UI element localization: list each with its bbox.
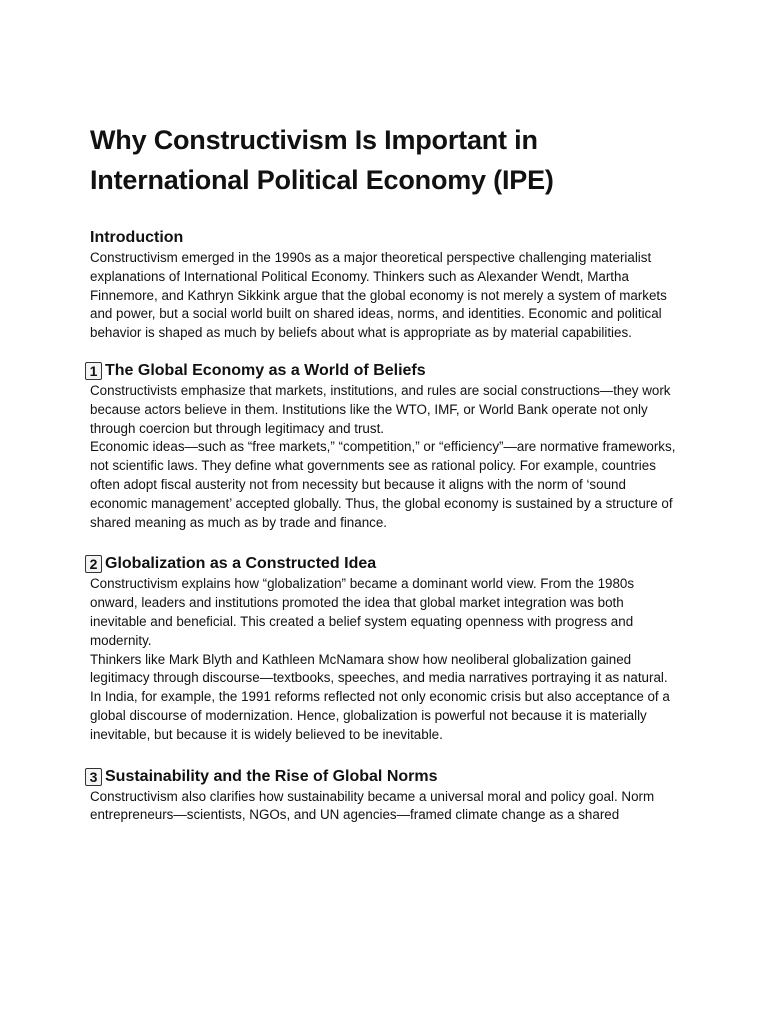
title-line-2: International Political Economy (IPE) xyxy=(90,165,554,195)
intro-heading: Introduction xyxy=(90,229,184,246)
document-title xyxy=(90,120,680,200)
section-1-paragraph-1: Constructivists emphasize that markets, institutions, and rules are social constructions—they work because actors believe in them. Institutions like the WTO, IMF, or World Bank operate not only through coercion but through legitimacy and trust. xyxy=(90,382,671,436)
document-page xyxy=(90,120,680,825)
title-line-1: Why Constructivism Is Important in xyxy=(90,125,538,155)
section-heading-2-text: Globalization as a Constructed Idea xyxy=(105,555,377,573)
section-2-paragraph-2: Thinkers like Mark Blyth and Kathleen McNamara show how neoliberal globalization gained legitimacy through discourse—textbooks, speeches, and media narratives portraying it as natural. In India, for example, the 1991 reforms reflected not only economic crisis but also acceptance of a global discourse of modernization. Hence, globalization is powerful not because it is materially inevitable, but because it is widely believed to be inevitable. xyxy=(90,651,670,742)
section-heading-1 xyxy=(85,360,680,382)
section-heading-3-text: Sustainability and the Rise of Global Norms xyxy=(105,767,438,785)
intro-paragraph: Constructivism emerged in the 1990s as a major theoretical perspective challenging materialist explanations of International Political Economy. Thinkers such as Alexander Wendt, Martha Finnemore, and Kathryn Sikkink argue that the global economy is not merely a system of markets and power, but a social world built on shared ideas, norms, and identities. Economic and political behavior is shaped as much by beliefs about what is appropriate as by material capabilities. xyxy=(90,250,667,341)
section-3-paragraph-1: Constructivism also clarifies how sustainability became a universal moral and policy goal. Norm entrepreneurs—scientists, NGOs, and UN agencies—framed climate change as a shared xyxy=(90,788,655,823)
keycap-number-2-icon: 2 xyxy=(85,555,102,573)
section-2-paragraph-1: Constructivism explains how “globalization” became a dominant world view. From the 1980s onward, leaders and institutions promoted the idea that global market integration was both inevitable and beneficial. This created a belief system equating openness with progress and modernity. xyxy=(90,576,635,648)
keycap-number-3-icon: 3 xyxy=(85,768,102,786)
section-heading-3 xyxy=(85,766,680,788)
section-heading-2 xyxy=(85,553,680,575)
section-1-paragraph-2: Economic ideas—such as “free markets,” “competition,” or “efficiency”—are normative frameworks, not scientific laws. They define what governments see as rational policy. For example, countries often adopt fiscal austerity not from necessity but because it aligns with the norm of ‘sound economic management’ accepted globally. Thus, the global economy is sustained by a structure of shared meaning as much as by trade and finance. xyxy=(90,439,676,530)
section-heading-1-text: The Global Economy as a World of Beliefs xyxy=(105,361,426,379)
keycap-number-1-icon: 1 xyxy=(85,362,102,380)
